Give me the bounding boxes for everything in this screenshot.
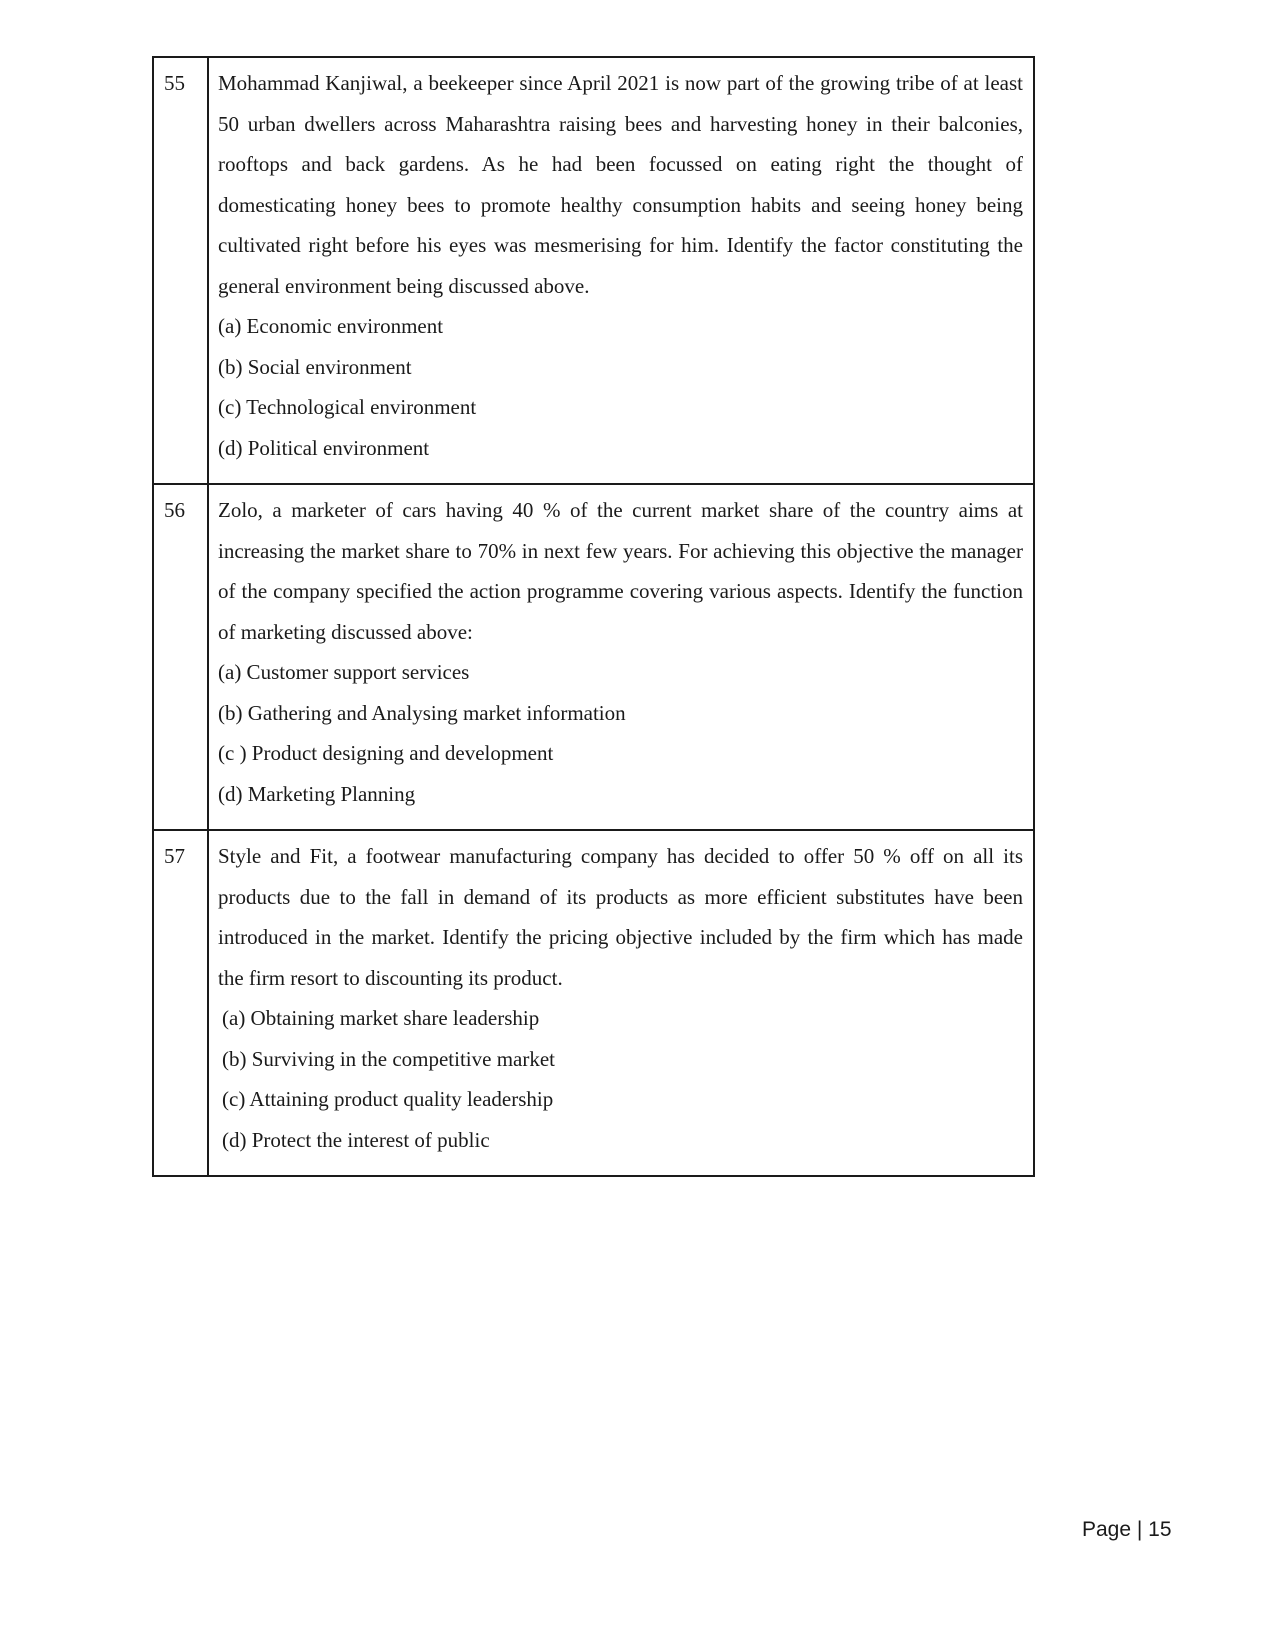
question-body	[208, 484, 1034, 830]
question-number: 56	[153, 484, 208, 830]
option-d: (d) Political environment	[218, 435, 430, 460]
option-c: (c) Technological environment	[218, 395, 477, 419]
question-row-57	[153, 830, 1034, 1176]
question-text: Mohammad Kanjiwal, a beekeeper since April 2021 is now part of the growing tribe of at least 50 urban dwellers across Maharashtra raising bees and harvesting honey in their balconies, rooftops and back gardens. As he had been focussed on eating right the thought of domesticating honey bees to promote healthy consumption habits and seeing honey being cultivated right before his eyes was mesmerising for him. Identify the factor constituting the general environment being discussed above.	[218, 71, 1023, 298]
question-text: Style and Fit, a footwear manufacturing company has decided to offer 50 % off on all its products due to the fall in demand of its products as more efficient substitutes have been introduced in the market. Identify the pricing objective included by the firm which has made the firm resort to discounting its product.	[218, 844, 1023, 990]
option-d: (d) Protect the interest of public	[222, 1127, 490, 1152]
question-number: 57	[153, 830, 208, 1176]
option-c: (c ) Product designing and development	[218, 741, 554, 765]
question-body	[208, 830, 1034, 1176]
question-text: Zolo, a marketer of cars having 40 % of the current market share of the country aims at increasing the market share to 70% in next few years. For achieving this objective the manager of the company specified the action programme covering various aspects. Identify the function of marketing discussed above:	[218, 498, 1023, 644]
option-b: (b) Gathering and Analysing market information	[218, 700, 626, 725]
question-body	[208, 57, 1034, 484]
page-number: Page | 15	[1082, 1518, 1172, 1541]
option-a: (a) Economic environment	[218, 314, 444, 338]
question-row-56	[153, 484, 1034, 830]
question-number: 55	[153, 57, 208, 484]
question-row-55	[153, 57, 1034, 484]
option-b: (b) Surviving in the competitive market	[222, 1046, 556, 1071]
option-c: (c) Attaining product quality leadership	[222, 1087, 554, 1111]
option-a: (a) Customer support services	[218, 660, 470, 684]
option-b: (b) Social environment	[218, 354, 412, 379]
questions-table	[152, 56, 1035, 1177]
option-d: (d) Marketing Planning	[218, 781, 416, 806]
option-a: (a) Obtaining market share leadership	[222, 1006, 540, 1030]
